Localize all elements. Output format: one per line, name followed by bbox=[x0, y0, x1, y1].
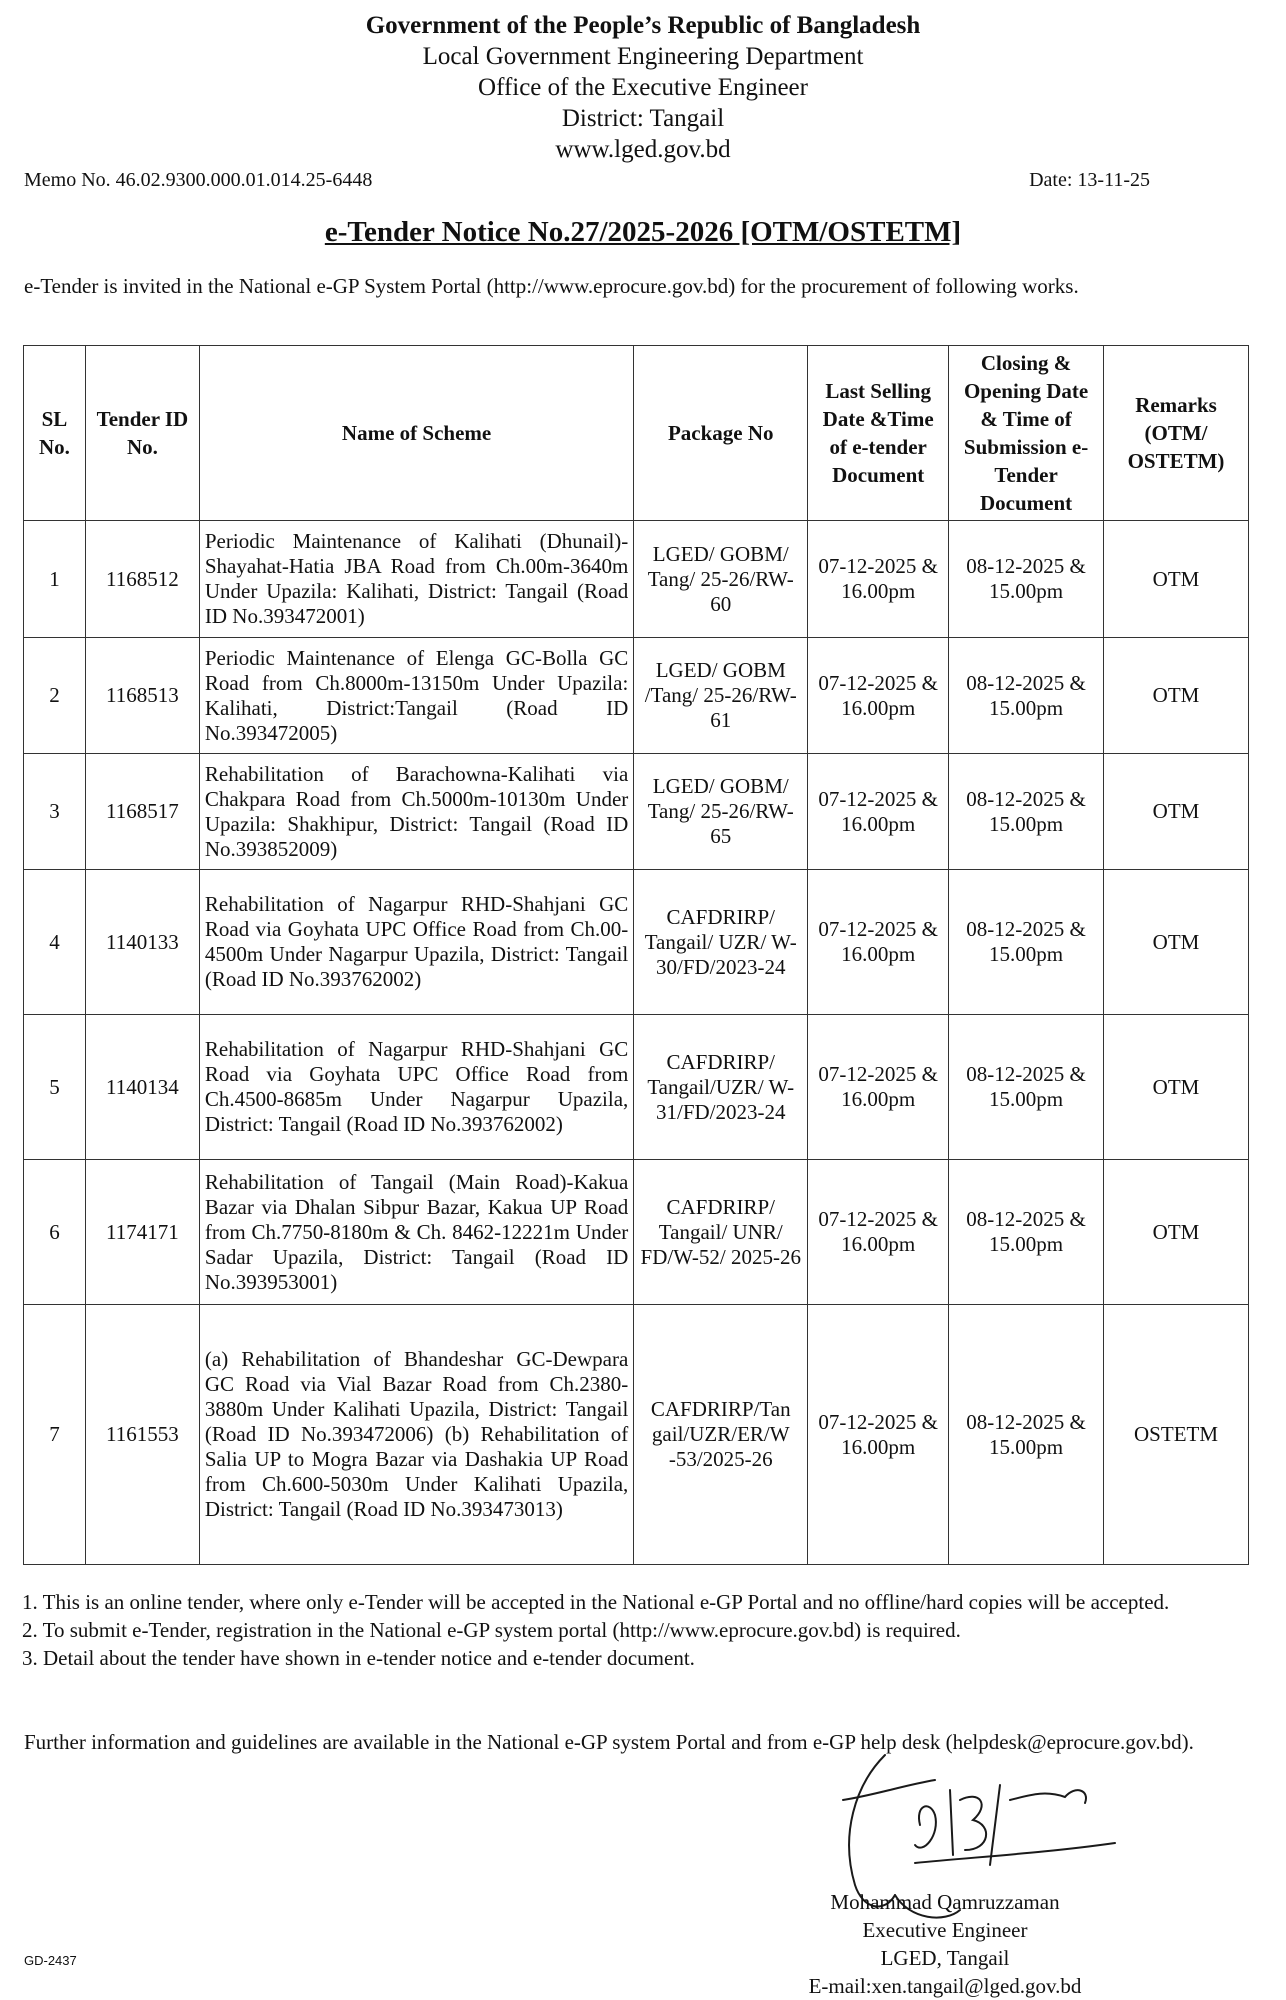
header-scheme: Name of Scheme bbox=[199, 346, 633, 521]
cell-closing: 08-12-2025 & 15.00pm bbox=[949, 754, 1104, 870]
cell-closing: 08-12-2025 & 15.00pm bbox=[949, 521, 1104, 638]
signature-top-stroke bbox=[843, 1780, 935, 1800]
cell-scheme: Periodic Maintenance of Kalihati (Dhunail)-Shayahat-Hatia JBA Road from Ch.00m-3640m Under Upazila: Kalihati, District: Tangail (Road ID No.393472001) bbox=[199, 521, 633, 638]
cell-tender-id: 1140133 bbox=[85, 870, 199, 1015]
cell-remarks: OTM bbox=[1104, 1015, 1249, 1160]
cell-tender-id: 1140134 bbox=[85, 1015, 199, 1160]
memo-number: Memo No. 46.02.9300.000.01.014.25-6448 bbox=[24, 169, 373, 191]
cell-remarks: OTM bbox=[1104, 638, 1249, 754]
cell-package: CAFDRIRP/ Tangail/ UNR/ FD/W-52/ 2025-26 bbox=[634, 1160, 808, 1305]
table-row bbox=[24, 638, 1249, 754]
signature-one-stroke bbox=[950, 1790, 953, 1855]
cell-package: LGED/ GOBM/ Tang/ 25-26/RW-65 bbox=[634, 754, 808, 870]
cell-scheme: Rehabilitation of Nagarpur RHD-Shahjani GC Road via Goyhata UPC Office Road from Ch.4500-8685m Under Nagarpur Upazila, District: Tangail (Road ID No.393762002) bbox=[199, 1015, 633, 1160]
table-header-row bbox=[24, 346, 1249, 521]
footer-code: GD-2437 bbox=[24, 1953, 77, 1968]
header-district: District: Tangail bbox=[561, 105, 725, 132]
cell-closing: 08-12-2025 & 15.00pm bbox=[949, 1160, 1104, 1305]
cell-last-selling: 07-12-2025 & 16.00pm bbox=[808, 521, 949, 638]
note-item: 3. Detail about the tender have shown in e-tender notice and e-tender document. bbox=[22, 1646, 695, 1670]
cell-closing: 08-12-2025 & 15.00pm bbox=[949, 638, 1104, 754]
signature-underline-stroke bbox=[915, 1843, 1115, 1863]
notice-title: e-Tender Notice No.27/2025-2026 [OTM/OSTETM] bbox=[324, 216, 962, 248]
table-row bbox=[24, 1305, 1249, 1565]
table-row bbox=[24, 1015, 1249, 1160]
cell-tender-id: 1168517 bbox=[85, 754, 199, 870]
further-info: Further information and guidelines are available in the National e-GP system Portal and from e-GP help desk (helpdesk@eprocure.gov.bd). bbox=[24, 1730, 1194, 1754]
header-sl: SL No. bbox=[24, 346, 86, 521]
cell-sl: 2 bbox=[24, 638, 86, 754]
header-department: Local Government Engineering Department bbox=[422, 43, 864, 70]
cell-last-selling: 07-12-2025 & 16.00pm bbox=[808, 638, 949, 754]
cell-package: LGED/ GOBM /Tang/ 25-26/RW-61 bbox=[634, 638, 808, 754]
signature-three-stroke bbox=[960, 1797, 986, 1850]
cell-remarks: OTM bbox=[1104, 754, 1249, 870]
note-item: 2. To submit e-Tender, registration in the National e-GP system portal (http://www.eprocure.gov.bd) is required. bbox=[22, 1618, 961, 1642]
cell-last-selling: 07-12-2025 & 16.00pm bbox=[808, 1160, 949, 1305]
header-tender-id: Tender ID No. bbox=[85, 346, 199, 521]
cell-sl: 4 bbox=[24, 870, 86, 1015]
cell-closing: 08-12-2025 & 15.00pm bbox=[949, 870, 1104, 1015]
header-block bbox=[0, 10, 1286, 165]
signer-office: LGED, Tangail bbox=[880, 1946, 1010, 1970]
cell-scheme: Rehabilitation of Nagarpur RHD-Shahjani GC Road via Goyhata UPC Office Road from Ch.00-4500m Under Nagarpur Upazila, District: Tangail (Road ID No.393762002) bbox=[199, 870, 633, 1015]
header-government: Government of the People’s Republic of Bangladesh bbox=[365, 12, 921, 39]
note-item: 1. This is an online tender, where only e-Tender will be accepted in the National e-GP Portal and no offline/hard copies will be accepted. bbox=[22, 1590, 1170, 1614]
cell-package: LGED/ GOBM/ Tang/ 25-26/RW-60 bbox=[634, 521, 808, 638]
signer-title: Executive Engineer bbox=[862, 1918, 1028, 1942]
cell-sl: 5 bbox=[24, 1015, 86, 1160]
memo-row bbox=[24, 169, 1150, 192]
table-row bbox=[24, 870, 1249, 1015]
cell-remarks: OTM bbox=[1104, 870, 1249, 1015]
cell-closing: 08-12-2025 & 15.00pm bbox=[949, 1015, 1104, 1160]
cell-tender-id: 1174171 bbox=[85, 1160, 199, 1305]
header-website: www.lged.gov.bd bbox=[555, 136, 731, 163]
cell-tender-id: 1168513 bbox=[85, 638, 199, 754]
cell-sl: 6 bbox=[24, 1160, 86, 1305]
signature-date-stroke bbox=[1010, 1790, 1086, 1803]
table-row bbox=[24, 1160, 1249, 1305]
table-row bbox=[24, 521, 1249, 638]
cell-scheme: Rehabilitation of Tangail (Main Road)-Kakua Bazar via Dhalan Sibpur Bazar, Kakua UP Road from Ch.7750-8180m & Ch. 8462-12221m Under Sadar Upazila, District: Tangail (Road ID No.393953001) bbox=[199, 1160, 633, 1305]
header-last-selling: Last Selling Date &Time of e-tender Document bbox=[808, 346, 949, 521]
cell-remarks: OTM bbox=[1104, 1160, 1249, 1305]
signer-block bbox=[745, 1888, 1145, 2000]
cell-last-selling: 07-12-2025 & 16.00pm bbox=[808, 870, 949, 1015]
signer-name: Mohammad Qamruzzaman bbox=[830, 1890, 1060, 1914]
intro-text: e-Tender is invited in the National e-GP System Portal (http://www.eprocure.gov.bd) for the procurement of following works. bbox=[24, 274, 1079, 298]
cell-package: CAFDRIRP/ Tangail/UZR/ W-31/FD/2023-24 bbox=[634, 1015, 808, 1160]
cell-sl: 3 bbox=[24, 754, 86, 870]
header-remarks: Remarks (OTM/ OSTETM) bbox=[1104, 346, 1249, 521]
signature-slash-stroke bbox=[990, 1785, 1000, 1865]
signature-loop-stroke bbox=[849, 1755, 895, 1906]
cell-package: CAFDRIRP/Tan gail/UZR/ER/W -53/2025-26 bbox=[634, 1305, 808, 1565]
cell-scheme: (a) Rehabilitation of Bhandeshar GC-Dewpara GC Road via Vial Bazar Road from Ch.2380-3880m Under Kalihati Upazila, District: Tangail (Road ID No.393472006) (b) Rehabilitation of Salia UP to Mogra Bazar via Dashakia UP Road from Ch.600-5030m Under Kalihati Upazila, District: Tangail (Road ID No.393473013) bbox=[199, 1305, 633, 1565]
cell-scheme: Rehabilitation of Barachowna-Kalihati via Chakpara Road from Ch.5000m-10130m Under Upazila: Shakhipur, District: Tangail (Road ID No.393852009) bbox=[199, 754, 633, 870]
cell-tender-id: 1168512 bbox=[85, 521, 199, 638]
cell-package: CAFDRIRP/ Tangail/ UZR/ W-30/FD/2023-24 bbox=[634, 870, 808, 1015]
header-closing: Closing & Opening Date & Time of Submission e-Tender Document bbox=[949, 346, 1104, 521]
header-package: Package No bbox=[634, 346, 808, 521]
memo-date: Date: 13-11-25 bbox=[1029, 169, 1150, 191]
cell-sl: 7 bbox=[24, 1305, 86, 1565]
cell-last-selling: 07-12-2025 & 16.00pm bbox=[808, 1305, 949, 1565]
cell-remarks: OSTETM bbox=[1104, 1305, 1249, 1565]
cell-sl: 1 bbox=[24, 521, 86, 638]
cell-closing: 08-12-2025 & 15.00pm bbox=[949, 1305, 1104, 1565]
cell-tender-id: 1161553 bbox=[85, 1305, 199, 1565]
cell-last-selling: 07-12-2025 & 16.00pm bbox=[808, 754, 949, 870]
table-row bbox=[24, 754, 1249, 870]
cell-last-selling: 07-12-2025 & 16.00pm bbox=[808, 1015, 949, 1160]
cell-scheme: Periodic Maintenance of Elenga GC-Bolla GC Road from Ch.8000m-13150m Under Upazila: Kalihati, District:Tangail (Road ID No.393472005) bbox=[199, 638, 633, 754]
notes-list bbox=[22, 1588, 1252, 1672]
signature-six-stroke bbox=[915, 1806, 936, 1847]
signer-email: E-mail:xen.tangail@lged.gov.bd bbox=[808, 1974, 1082, 1998]
cell-remarks: OTM bbox=[1104, 521, 1249, 638]
tender-table bbox=[23, 345, 1249, 1565]
header-office: Office of the Executive Engineer bbox=[478, 74, 808, 101]
